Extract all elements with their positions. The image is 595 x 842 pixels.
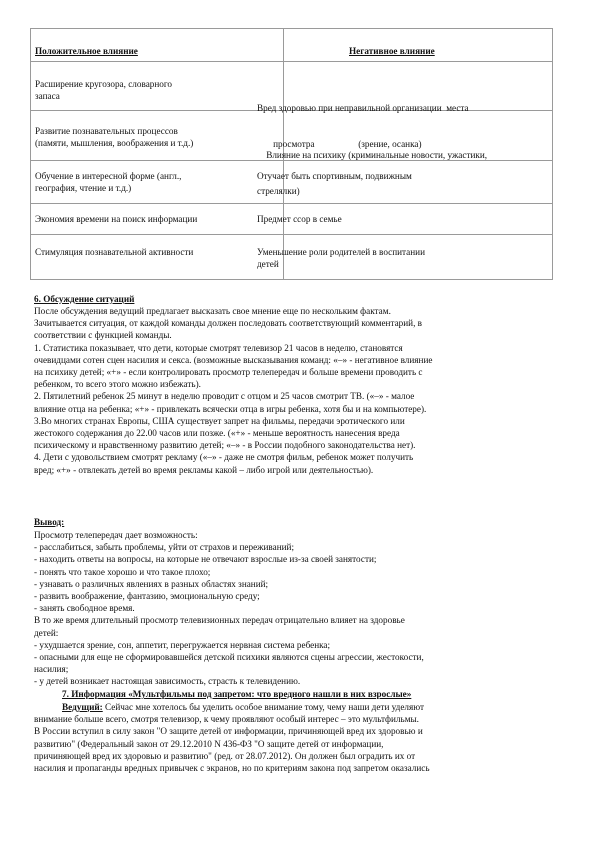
table-cell-positive (35, 213, 197, 225)
table-cell-negative (257, 246, 425, 270)
paragraph-line: внимание больше всего, смотря телевизор, к чему проявляют особый интерес – это мультфильмы. (34, 714, 419, 725)
cell-line: запаса (35, 91, 60, 101)
cell-line: Уменьшение роли родителей в воспитании (257, 247, 426, 257)
paragraph-line (34, 701, 562, 713)
section-7-title: 7. Информация «Мультфильмы под запретом: что вредного нашли в них взрослые» (62, 689, 412, 699)
list-item: - развить воображение, фантазию, эмоциональную среду; (34, 591, 260, 602)
paragraph-line: Зачитывается ситуация, от каждой команды должен последовать соответствующий комментарий, в (34, 318, 423, 329)
lead-label: Ведущий: (62, 702, 103, 712)
influence-table (30, 28, 553, 280)
table-row-divider (31, 234, 552, 235)
paragraph-line: соответствии с функцией команды. (34, 330, 172, 341)
cell-line: (памяти, мышления, воображения и т.д.) (35, 138, 194, 148)
list-item: - опасными для еще не сформировавшейся детской психики являются сцены агрессии, жестокости, (34, 652, 424, 663)
paragraph-line: 3.Во многих странах Европы, США существует запрет на фильмы, передачи эротического или (34, 415, 405, 426)
cell-line: детей (257, 259, 279, 269)
cell-line: Отучает быть спортивным, подвижным (257, 171, 412, 181)
section-6-title: 6. Обсуждение ситуаций (34, 294, 135, 304)
paragraph-line: влияние отца на ребенка; «+» - привлекать всячески отца в игры ребенка, хотя бы и на компьютере). (34, 403, 427, 414)
paragraph-line: причиняющей вред их здоровью и развитию" (ред. от 28.07.2012). Он должен был оградить их от (34, 750, 416, 761)
list-item: - расслабиться, забыть проблемы, уйти от страхов и переживаний; (34, 542, 295, 553)
cell-line: Развитие познавательных процессов (35, 126, 178, 136)
cell-line: Стимуляция познавательной активности (35, 247, 194, 257)
paragraph-line: вред; «+» - отвлекать детей во время рекламы какой – либо игрой или деятельностью). (34, 464, 374, 475)
table-cell-positive (35, 170, 181, 194)
table-row-divider (31, 61, 552, 62)
table-cell-positive (35, 246, 193, 258)
paragraph-line: очевидцами сотен сцен насилия и секса. (возможные высказывания команд: «–» - негативное влияние (34, 354, 433, 365)
cell-line: Влияние на психику (криминальные новости, ужастики, (257, 150, 488, 160)
table-cell-positive (35, 78, 172, 102)
cell-line: Вред здоровью при неправильной организации места (257, 103, 469, 113)
paragraph-line: После обсуждения ведущий предлагает высказать свое мнение еще по нескольким фактам. (34, 306, 391, 316)
section-7-body (34, 701, 562, 774)
paragraph-line: развитию" (Федеральный закон от 29.12.2010 N 436-ФЗ "О защите детей от информации, (34, 738, 384, 749)
paragraph-line: ребенком, то всего этого можно избежать). (34, 379, 201, 390)
paragraph-line: 1. Статистика показывает, что дети, которые смотрят телевизор 21 часов в неделю, становятся (34, 342, 403, 353)
lead-text: Сейчас мне хотелось бы уделить особое внимание тому, чему наши дети уделяют (102, 702, 424, 712)
cell-line: стрелялки) (257, 186, 300, 196)
cell-line: просмотра (зрение, осанка) (257, 139, 422, 149)
paragraph-line: 4. Дети с удовольствием смотрят рекламу («–» - даже не смотря фильм, ребенок может получить (34, 452, 414, 463)
list-item: - узнавать о различных явлениях в разных областях знаний; (34, 578, 269, 589)
table-cell-negative (257, 170, 412, 182)
list-item: - занять свободное время. (34, 603, 135, 614)
cell-line: Экономия времени на поиск информации (35, 214, 198, 224)
paragraph-line: на психику детей; «+» - если контролировать просмотр телепередач и больше времени проводить с (34, 367, 423, 378)
paragraph-line: детей: (34, 627, 59, 638)
cell-line: география, чтение и т.д.) (35, 183, 132, 193)
paragraph-line: психическому и нравственному развитию детей; «–» - в России подобного законодательства нет). (34, 440, 416, 451)
table-cell-negative (257, 213, 342, 225)
list-item: - находить ответы на вопросы, на которые не отвечают взрослые из-за своей занятости; (34, 554, 377, 565)
section-6-body (34, 305, 562, 476)
paragraph-line: насилия и пропаганды вредных привычек с экранов, но по критериям закона под запретом оказались (34, 763, 430, 774)
paragraph-line: жестокого содержания до 22.00 часов или позже. («+» - меньше вероятность нанесения вреда (34, 428, 400, 439)
conclusion-title: Вывод: (34, 517, 65, 527)
list-item: насилия; (34, 664, 69, 675)
cell-line: Расширение кругозора, словарного (35, 79, 173, 89)
conclusion-body (34, 529, 562, 688)
table-cell-positive (35, 125, 193, 149)
paragraph-line: В России вступил в силу закон "О защите детей от информации, причиняющей вред их здоровью и (34, 726, 423, 737)
paragraph-line: 2. Пятилетний ребенок 25 минут в неделю проводит с отцом и 25 часов смотрит ТВ. («–» - малое (34, 391, 415, 402)
list-item: - ухудшается зрение, сон, аппетит, перегружается нервная система ребенка; (34, 639, 331, 650)
list-item: - у детей возникает настоящая зависимость, страсть к телевидению. (34, 676, 301, 687)
paragraph-line: Просмотр телепередач дает возможность: (34, 530, 198, 540)
cell-line: Предмет ссор в семье (257, 214, 342, 224)
table-header-negative: Негативное влияние (349, 46, 435, 56)
list-item: - понять что такое хорошо и что такое плохо; (34, 566, 211, 577)
paragraph-line: В то же время длительный просмотр телевизионных передач отрицательно влияет на здоровье (34, 615, 405, 626)
cell-line: Обучение в интересной форме (англ., (35, 171, 182, 181)
table-header-positive: Положительное влияние (35, 46, 138, 56)
